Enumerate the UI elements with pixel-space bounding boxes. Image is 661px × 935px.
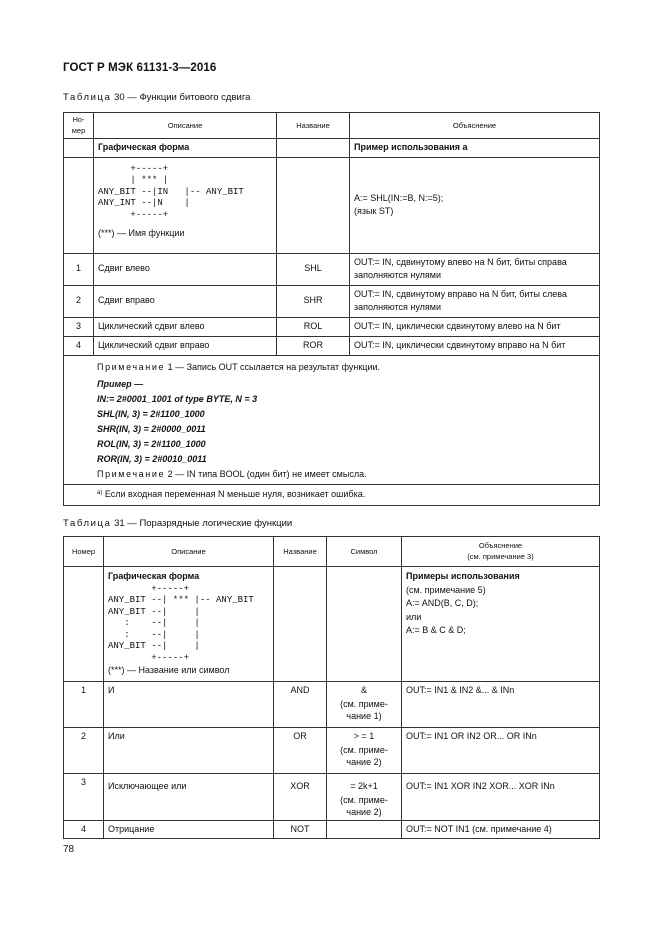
table-subheader-row	[64, 139, 600, 158]
table-row: 4 Отрицание NOT OUT:= NOT IN1 (см. примечание 4)	[64, 820, 600, 839]
graphic-row	[64, 157, 600, 253]
table-header-row	[64, 113, 600, 139]
table-31	[63, 536, 600, 839]
example-cell: A:= SHL(IN:=B, N:=5); (язык ST)	[350, 157, 600, 253]
table-row: 4 Циклический сдвиг вправо ROR OUT:= IN, циклически сдвинутому вправо на N бит	[64, 336, 600, 355]
page-number: 78	[63, 844, 75, 855]
function-block-diagram: +-----+ ANY_BIT --| *** |-- ANY_BIT ANY_BIT --| | : --| | : --| | ANY_BIT --| | +-----+	[108, 583, 254, 663]
document-title: ГОСТ Р МЭК 61131-3—2016	[63, 62, 217, 74]
note-2: Примечание 2 — IN типа BOOL (один бит) не имеет смысла.	[97, 468, 367, 479]
graphic-note: (***) — Название или символ	[108, 665, 230, 676]
table-row: 3 Исключающее или XOR = 2k+1 (см. приме- чание 2) OUT:= IN1 XOR IN2 XOR... XOR INn	[64, 774, 600, 821]
usage-example-label: Пример использования а	[350, 139, 600, 158]
header-no: Номер	[64, 537, 104, 567]
symbol-cell: > = 1 (см. приме- чание 2)	[327, 728, 402, 774]
example-line: SHR(IN, 3) = 2#0000_0011	[97, 423, 206, 434]
table31-caption: Таблица 31 — Поразрядные логические функции	[63, 518, 293, 529]
graphic-note: (***) — Имя функции	[98, 228, 185, 239]
header-description: Описание	[104, 537, 274, 567]
header-description: Описание	[94, 113, 277, 139]
graphic-form-cell	[94, 157, 277, 253]
header-name: Название	[277, 113, 350, 139]
table-row: 2 Сдвиг вправо SHR OUT:= IN, сдвинутому вправо на N бит, биты слева заполняются нулями	[64, 285, 600, 317]
table30-caption: Таблица 30 — Функции битового сдвига	[63, 92, 251, 103]
table-row: 1 И AND & (см. приме- чание 1) OUT:= IN1 & IN2 &... & INn	[64, 682, 600, 728]
header-explanation: Объяснение	[350, 113, 600, 139]
example-line: ROR(IN, 3) = 2#0010_0011	[97, 453, 207, 464]
table-row: 2 Или OR > = 1 (см. приме- чание 2) OUT:= IN1 OR IN2 OR... OR INn	[64, 728, 600, 774]
header-explanation: Объяснение (см. примечание 3)	[402, 537, 600, 567]
function-block-diagram: +-----+ | *** | ANY_BIT --|IN |-- ANY_BIT ANY_INT --|N | +-----+	[98, 163, 244, 220]
example-line: SHL(IN, 3) = 2#1100_1000	[97, 408, 205, 419]
table-row: 1 Сдвиг влево SHL OUT:= IN, сдвинутому влево на N бит, биты справа заполняются нулями	[64, 253, 600, 285]
footnote: $^{а)}$ Если входная переменная N меньше нуля, возникает ошибка.	[64, 484, 600, 505]
table-header-row	[64, 537, 600, 567]
symbol-cell: = 2k+1 (см. приме- чание 2)	[327, 774, 402, 821]
graphic-form-label: Графическая форма	[108, 571, 200, 581]
symbol-cell: & (см. приме- чание 1)	[327, 682, 402, 728]
header-symbol: Символ	[327, 537, 402, 567]
footnote-row	[64, 484, 600, 505]
graphic-row	[64, 567, 600, 682]
notes-row	[64, 355, 600, 484]
graphic-form-label: Графическая форма	[94, 139, 277, 158]
example-line: ROL(IN, 3) = 2#1100_1000	[97, 438, 206, 449]
table-row: 3 Циклический сдвиг влево ROL OUT:= IN, циклически сдвинутому влево на N бит	[64, 317, 600, 336]
table-30	[63, 112, 600, 506]
header-no: Но- мер	[64, 113, 94, 139]
graphic-form-cell	[104, 567, 274, 682]
examples-cell: Примеры использования (см. примечание 5) A:= AND(B, C, D); или A:= B & C & D;	[402, 567, 600, 682]
header-name: Название	[274, 537, 327, 567]
note-1: Примечание 1 — Запись OUT ссылается на результат функции.	[97, 361, 381, 372]
example-title: Пример —	[97, 378, 144, 389]
examples-title: Примеры использования	[406, 571, 520, 581]
example-line: IN:= 2#0001_1001 of type BYTE, N = 3	[97, 393, 258, 404]
notes-cell	[64, 355, 600, 484]
